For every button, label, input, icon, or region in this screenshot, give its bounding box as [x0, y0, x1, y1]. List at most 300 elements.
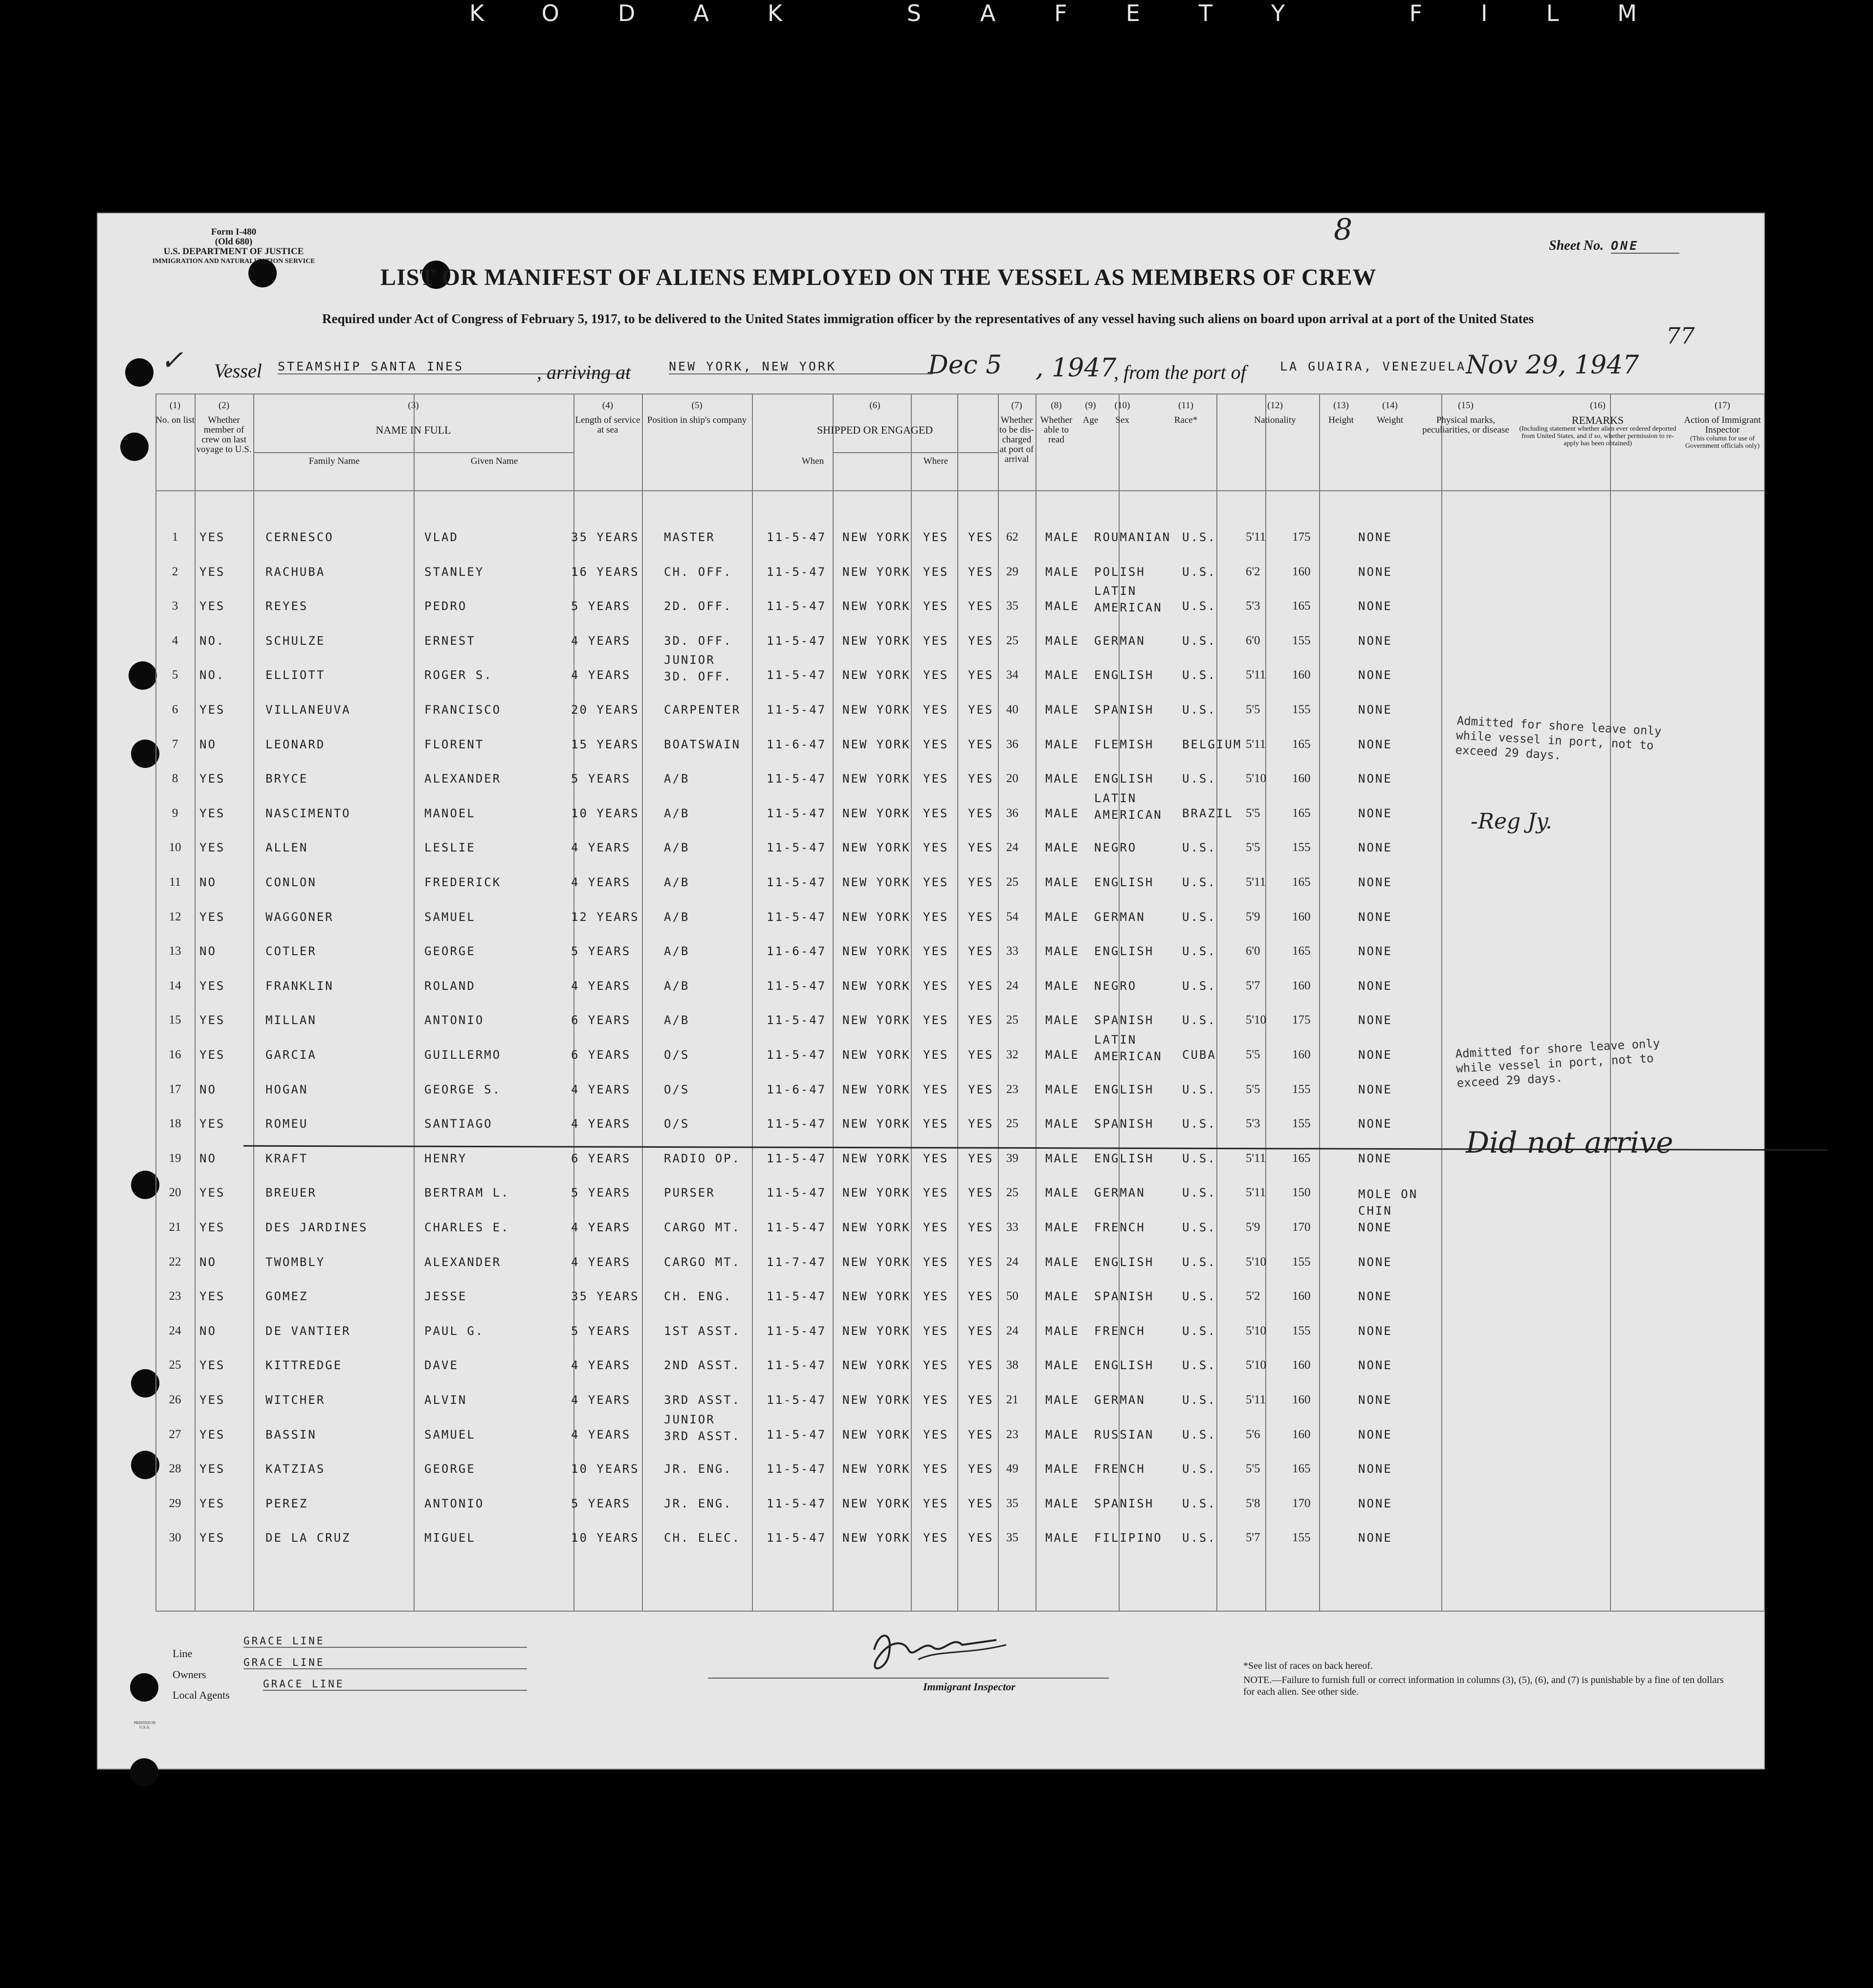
sheet-number-label: Sheet No. [1549, 238, 1604, 253]
cell-where: NEW YORK [842, 1462, 911, 1476]
cell-sex: MALE [1045, 1462, 1080, 1476]
cell-when: 11-5-47 [767, 1289, 827, 1304]
inspector-initials-row-9: -Reg Jy. [1471, 809, 1552, 834]
cell-sex: MALE [1045, 565, 1080, 579]
cell-position: 1ST ASST. [664, 1324, 741, 1338]
column-number: (3) [408, 400, 419, 411]
cell-age: 23 [1006, 1082, 1018, 1096]
cell-service: 4 YEARS [571, 1427, 631, 1442]
cell-service: 35 YEARS [571, 530, 639, 544]
cell-age: 35 [1006, 1496, 1018, 1510]
cell-nationality: U.S. [1182, 1013, 1216, 1027]
cell-discharged: YES [923, 979, 949, 993]
cell-race: RUSSIAN [1094, 1427, 1154, 1442]
column-number: (17) [1715, 400, 1730, 411]
cell-where: NEW YORK [842, 1531, 911, 1545]
cell-age: 40 [1006, 703, 1018, 716]
cell-when: 11-5-47 [767, 1221, 827, 1234]
cell-service: 4 YEARS [571, 1082, 631, 1096]
cell-when: 11-5-47 [767, 841, 827, 855]
cell-read: YES [968, 1496, 994, 1510]
cell-height: 5'11 [1246, 1186, 1266, 1200]
cell-family: BASSIN [265, 1427, 317, 1442]
cell-age: 21 [1006, 1393, 1018, 1406]
cell-nationality: U.S. [1182, 1324, 1216, 1338]
cell-position: A/B [664, 1013, 690, 1027]
column-number: (6) [869, 400, 881, 411]
cell-prev: NO. [199, 634, 225, 648]
cell-height: 5'7 [1246, 1531, 1260, 1545]
cell-height: 5'10 [1246, 1013, 1267, 1027]
table-row [97, 1013, 1765, 1033]
cell-no: 1 [172, 530, 178, 544]
cell-sex: MALE [1045, 1427, 1080, 1442]
cell-age: 25 [1006, 1117, 1018, 1131]
cell-prev: YES [199, 1496, 225, 1510]
cell-age: 34 [1006, 668, 1018, 682]
cell-read: YES [968, 979, 994, 993]
cell-family: BREUER [265, 1186, 317, 1200]
cell-position: MASTER [664, 530, 715, 544]
departure-date: Nov 29, 1947 [1466, 350, 1639, 380]
cell-position: A/B [664, 806, 690, 820]
cell-age: 39 [1006, 1151, 1018, 1165]
cell-given: ALEXANDER [424, 772, 502, 786]
cell-race: ROUMANIAN [1094, 530, 1171, 544]
cell-weight: 165 [1292, 1462, 1311, 1476]
cell-no: 29 [169, 1496, 181, 1510]
table-row [97, 1462, 1765, 1482]
cell-prev: NO [199, 1324, 217, 1338]
cell-race: ENGLISH [1094, 944, 1154, 959]
cell-read: YES [968, 1082, 994, 1096]
cell-sex: MALE [1045, 1013, 1080, 1027]
cell-given: PAUL G. [424, 1324, 485, 1338]
cell-race: GERMAN [1094, 1393, 1146, 1407]
cell-no: 17 [169, 1082, 181, 1096]
cell-sex: MALE [1045, 944, 1080, 959]
cell-family: KATZIAS [265, 1462, 326, 1476]
cell-where: NEW YORK [842, 1427, 911, 1442]
cell-sex: MALE [1045, 599, 1080, 613]
form-number: Form I-480 [211, 227, 257, 237]
arriving-label: , arriving at [537, 361, 631, 383]
cell-nationality: U.S. [1182, 1117, 1216, 1131]
cell-prev: YES [199, 1048, 225, 1062]
cell-service: 10 YEARS [571, 1462, 639, 1476]
cell-read: YES [968, 565, 994, 579]
cell-given: DAVE [424, 1358, 459, 1373]
cell-when: 11-5-47 [767, 806, 827, 820]
column-number: (7) [1011, 400, 1022, 411]
cell-discharged: YES [923, 772, 949, 786]
cell-height: 5'11 [1246, 737, 1266, 751]
column-label: Whether able to read [1040, 415, 1073, 445]
column-label: SHIPPED OR ENGAGED [816, 424, 933, 436]
cell-sex: MALE [1045, 875, 1080, 889]
cell-age: 38 [1006, 1358, 1018, 1372]
cell-race: ENGLISH [1094, 1082, 1154, 1096]
cell-service: 20 YEARS [571, 703, 639, 717]
cell-discharged: YES [923, 1462, 949, 1476]
cell-service: 4 YEARS [571, 1358, 631, 1373]
cell-height: 5'6 [1246, 1427, 1260, 1441]
cell-prev: YES [199, 772, 225, 786]
table-row [97, 910, 1765, 930]
cell-age: 49 [1006, 1462, 1018, 1476]
table-row [97, 565, 1765, 585]
cell-marks: NONE [1358, 944, 1392, 959]
vessel-name: STEAMSHIP SANTA INES [278, 359, 630, 374]
column-detail: (This column for use of Government officials only) [1685, 435, 1760, 450]
cell-race: ENGLISH [1094, 668, 1154, 682]
cell-discharged: YES [923, 737, 949, 751]
cell-height: 5'11 [1246, 530, 1266, 544]
cell-age: 25 [1006, 1186, 1018, 1200]
cell-weight: 175 [1292, 530, 1311, 544]
cell-weight: 155 [1292, 1082, 1311, 1096]
cell-when: 11-5-47 [767, 1358, 827, 1373]
cell-service: 6 YEARS [571, 1151, 631, 1165]
cell-service: 4 YEARS [571, 634, 631, 648]
cell-race: ENGLISH [1094, 1255, 1154, 1269]
cell-when: 11-5-47 [767, 599, 827, 613]
cell-height: 5'5 [1246, 703, 1260, 716]
cell-sex: MALE [1045, 1393, 1080, 1407]
cell-race: ENGLISH [1094, 875, 1154, 889]
cell-discharged: YES [923, 565, 949, 579]
cell-prev: YES [199, 1013, 225, 1027]
cell-marks: NONE [1358, 979, 1392, 993]
cell-read: YES [968, 1117, 994, 1131]
cell-service: 4 YEARS [571, 841, 631, 855]
column-label: No. on list [155, 415, 195, 425]
cell-marks: NONE [1358, 1531, 1392, 1545]
cell-service: 5 YEARS [571, 772, 631, 786]
cell-no: 8 [172, 772, 178, 786]
cell-age: 25 [1006, 875, 1018, 889]
cell-read: YES [968, 1186, 994, 1200]
cell-family: WAGGONER [265, 910, 334, 924]
manifest-sheet [97, 213, 1765, 1770]
cell-family: REYES [265, 599, 308, 613]
cell-nationality: U.S. [1182, 979, 1216, 993]
cell-race: LATIN AMERICAN [1094, 1033, 1163, 1063]
cell-when: 11-5-47 [767, 1048, 827, 1062]
column-number: (12) [1267, 400, 1283, 411]
cell-read: YES [968, 944, 994, 959]
cell-prev: YES [199, 530, 225, 544]
cell-read: YES [968, 1393, 994, 1407]
table-row [97, 1412, 1765, 1447]
cell-service: 16 YEARS [571, 565, 639, 579]
cell-age: 24 [1006, 979, 1018, 992]
cell-weight: 155 [1292, 1531, 1311, 1545]
cell-height: 5'2 [1246, 1289, 1260, 1303]
cell-given: BERTRAM L. [424, 1186, 510, 1200]
owners-label: Owners [173, 1668, 206, 1681]
cell-weight: 160 [1292, 1358, 1311, 1372]
cell-given: ANTONIO [424, 1496, 485, 1510]
cell-marks: NONE [1358, 1048, 1392, 1062]
cell-where: NEW YORK [842, 1117, 911, 1131]
column-subheader: Given Name [470, 456, 518, 466]
cell-prev: YES [199, 841, 225, 855]
cell-weight: 165 [1292, 875, 1311, 889]
cell-discharged: YES [923, 1151, 949, 1165]
cell-race: FRENCH [1094, 1462, 1146, 1476]
inspector-label: Immigrant Inspector [923, 1681, 1015, 1693]
cell-race: POLISH [1094, 565, 1146, 579]
cell-no: 3 [172, 599, 178, 613]
table-row [97, 1531, 1765, 1551]
cell-no: 26 [169, 1393, 181, 1406]
table-row [97, 1358, 1765, 1378]
cell-where: NEW YORK [842, 1496, 911, 1510]
cell-height: 5'5 [1246, 841, 1260, 854]
cell-prev: NO [199, 1082, 217, 1096]
cell-no: 18 [169, 1117, 181, 1131]
cell-where: NEW YORK [842, 1255, 911, 1269]
cell-where: NEW YORK [842, 530, 911, 544]
vessel-label: Vessel [214, 360, 262, 382]
cell-family: DE VANTIER [265, 1324, 351, 1338]
form-old-number: (Old 680) [215, 237, 253, 247]
cell-marks: NONE [1358, 910, 1392, 924]
cell-sex: MALE [1045, 1358, 1080, 1373]
cell-given: FLORENT [424, 737, 485, 751]
cell-nationality: U.S. [1182, 1462, 1216, 1476]
cell-discharged: YES [923, 1221, 949, 1234]
cell-nationality: U.S. [1182, 1289, 1216, 1304]
column-number: (10) [1114, 400, 1130, 411]
cell-weight: 155 [1292, 703, 1311, 716]
shore-leave-stamp-row-7: Admitted for shore leave only while vessel in port, not to exceed 29 days. [1454, 714, 1662, 763]
column-number: (9) [1085, 400, 1096, 411]
cell-given: MANOEL [424, 806, 476, 820]
cell-read: YES [968, 530, 994, 544]
cell-nationality: U.S. [1182, 668, 1216, 682]
table-row [97, 1221, 1765, 1240]
cell-nationality: CUBA [1182, 1048, 1216, 1062]
cell-discharged: YES [923, 875, 949, 889]
cell-height: 6'0 [1246, 634, 1260, 647]
cell-given: CHARLES E. [424, 1221, 510, 1234]
cell-race: FILIPINO [1094, 1531, 1163, 1545]
cell-race: SPANISH [1094, 1496, 1154, 1510]
cell-race: FRENCH [1094, 1221, 1146, 1234]
cell-no: 11 [169, 875, 181, 889]
cell-service: 4 YEARS [571, 668, 631, 682]
cell-prev: YES [199, 1531, 225, 1545]
cell-position: JUNIOR 3D. OFF. [664, 653, 732, 684]
table-row [97, 653, 1765, 688]
cell-where: NEW YORK [842, 1221, 911, 1234]
cell-marks: NONE [1358, 530, 1392, 544]
cell-family: SCHULZE [265, 634, 326, 648]
cell-position: JR. ENG. [664, 1462, 732, 1476]
cell-position: A/B [664, 875, 690, 889]
cell-when: 11-6-47 [767, 944, 827, 959]
cell-no: 30 [169, 1531, 181, 1545]
cell-given: STANLEY [424, 565, 485, 579]
cell-prev: NO [199, 737, 217, 751]
cell-nationality: U.S. [1182, 1255, 1216, 1269]
cell-position: O/S [664, 1048, 690, 1062]
cell-discharged: YES [923, 944, 949, 959]
cell-read: YES [968, 806, 994, 820]
cell-race: LATIN AMERICAN [1094, 584, 1163, 615]
cell-marks: NONE [1358, 1013, 1392, 1027]
cell-nationality: U.S. [1182, 1186, 1216, 1200]
cell-where: NEW YORK [842, 703, 911, 717]
cell-age: 24 [1006, 1255, 1018, 1268]
cell-discharged: YES [923, 1186, 949, 1200]
cell-age: 23 [1006, 1427, 1018, 1441]
cell-weight: 160 [1292, 910, 1311, 923]
cell-when: 11-5-47 [767, 1186, 827, 1200]
cell-no: 10 [169, 841, 181, 854]
cell-when: 11-5-47 [767, 875, 827, 889]
column-number: (16) [1590, 400, 1606, 411]
cell-discharged: YES [923, 634, 949, 648]
cell-no: 5 [172, 668, 178, 682]
cell-no: 14 [169, 979, 181, 992]
cell-no: 19 [169, 1151, 181, 1165]
cell-when: 11-5-47 [767, 565, 827, 579]
cell-read: YES [968, 841, 994, 855]
cell-age: 24 [1006, 1324, 1018, 1337]
cell-given: JESSE [424, 1289, 467, 1304]
cell-service: 10 YEARS [571, 806, 639, 820]
cell-marks: NONE [1358, 1496, 1392, 1510]
cell-discharged: YES [923, 1013, 949, 1027]
cell-discharged: YES [923, 1324, 949, 1338]
cell-age: 62 [1006, 530, 1018, 544]
cell-discharged: YES [923, 1427, 949, 1442]
cell-age: 36 [1006, 737, 1018, 751]
cell-given: GEORGE [424, 1462, 476, 1476]
cell-weight: 160 [1292, 565, 1311, 578]
cell-weight: 160 [1292, 1289, 1311, 1303]
cell-when: 11-5-47 [767, 1013, 827, 1027]
cell-when: 11-5-47 [767, 979, 827, 993]
column-label: Whether member of crew on last voyage to U.S. [196, 415, 252, 455]
table-row [97, 530, 1765, 550]
cell-nationality: U.S. [1182, 841, 1216, 855]
cell-sex: MALE [1045, 530, 1080, 544]
cell-prev: YES [199, 910, 225, 924]
cell-sex: MALE [1045, 634, 1080, 648]
cell-given: GEORGE [424, 944, 476, 959]
cell-race: ENGLISH [1094, 1151, 1154, 1165]
cell-nationality: U.S. [1182, 1531, 1216, 1545]
cell-service: 5 YEARS [571, 1496, 631, 1510]
cell-given: ANTONIO [424, 1013, 485, 1027]
cell-position: CARGO MT. [664, 1255, 741, 1269]
cell-read: YES [968, 703, 994, 717]
cell-where: NEW YORK [842, 875, 911, 889]
cell-age: 32 [1006, 1048, 1018, 1061]
cell-service: 4 YEARS [571, 979, 631, 993]
cell-sex: MALE [1045, 1531, 1080, 1545]
cell-marks: NONE [1358, 1324, 1392, 1338]
cell-service: 4 YEARS [571, 875, 631, 889]
cell-family: ELLIOTT [265, 668, 326, 682]
table-row [97, 584, 1765, 619]
service-name: IMMIGRATION AND NATURALIZATION SERVICE [152, 258, 315, 265]
cell-discharged: YES [923, 1082, 949, 1096]
cell-weight: 165 [1292, 737, 1311, 751]
cell-position: 2D. OFF. [664, 599, 732, 613]
cell-read: YES [968, 910, 994, 924]
cell-weight: 160 [1292, 772, 1311, 786]
cell-weight: 160 [1292, 1427, 1311, 1441]
cell-prev: NO [199, 1151, 217, 1165]
cell-no: 7 [172, 737, 178, 751]
cell-sex: MALE [1045, 668, 1080, 682]
cell-race: SPANISH [1094, 1289, 1154, 1304]
column-number: (13) [1333, 400, 1349, 411]
cell-marks: NONE [1358, 668, 1392, 682]
cell-no: 15 [169, 1013, 181, 1027]
cell-height: 5'3 [1246, 1117, 1260, 1131]
cell-race: FRENCH [1094, 1324, 1146, 1338]
cell-height: 5'11 [1246, 668, 1266, 682]
cell-given: MIGUEL [424, 1531, 476, 1545]
cell-age: 35 [1006, 599, 1018, 613]
cell-when: 11-5-47 [767, 1531, 827, 1545]
cell-weight: 160 [1292, 668, 1311, 682]
printed-mark: PRINTED IN U.S.A. [133, 1721, 156, 1729]
cell-when: 11-5-47 [767, 1427, 827, 1442]
cell-weight: 155 [1292, 1255, 1311, 1268]
cell-marks: NONE [1358, 703, 1392, 717]
cell-race: GERMAN [1094, 634, 1146, 648]
cell-given: GEORGE S. [424, 1082, 502, 1096]
table-row [97, 772, 1765, 791]
cell-position: CARGO MT. [664, 1221, 741, 1234]
cell-service: 4 YEARS [571, 1255, 631, 1269]
cell-sex: MALE [1045, 806, 1080, 820]
column-label: Height [1328, 415, 1354, 425]
cell-sex: MALE [1045, 979, 1080, 993]
column-label: REMARKS [1571, 414, 1624, 426]
cell-prev: YES [199, 599, 225, 613]
cell-family: WITCHER [265, 1393, 326, 1407]
cell-race: NEGRO [1094, 841, 1137, 855]
cell-where: NEW YORK [842, 1186, 911, 1200]
cell-prev: NO. [199, 668, 225, 682]
cell-position: CH. ENG. [664, 1289, 732, 1304]
cell-weight: 150 [1292, 1186, 1311, 1200]
table-row [97, 841, 1765, 860]
races-note: *See list of races on back hereof. [1243, 1660, 1373, 1671]
cell-prev: YES [199, 1289, 225, 1304]
column-label: Physical marks, peculiarities, or disease [1422, 415, 1509, 435]
cell-sex: MALE [1045, 841, 1080, 855]
cell-family: CONLON [265, 875, 317, 889]
cell-race: GERMAN [1094, 1186, 1146, 1200]
table-row [97, 1497, 1765, 1516]
cell-position: CARPENTER [664, 703, 741, 717]
cell-service: 4 YEARS [571, 1393, 631, 1407]
cell-marks: NONE [1358, 772, 1392, 786]
cell-position: A/B [664, 772, 690, 786]
sheet-number-value: ONE [1611, 239, 1679, 254]
cell-position: O/S [664, 1117, 690, 1131]
cell-discharged: YES [923, 1531, 949, 1545]
